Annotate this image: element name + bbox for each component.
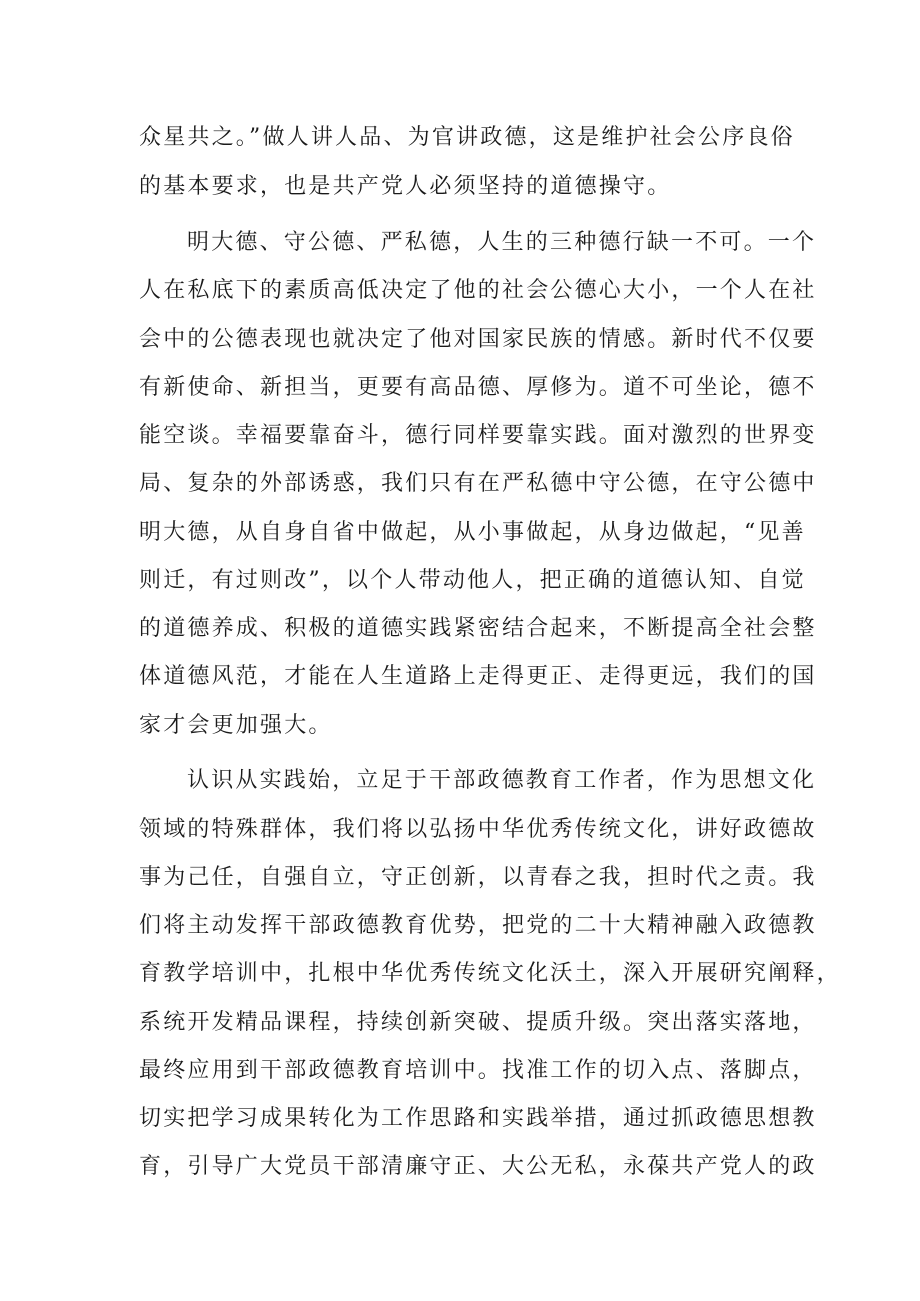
text-line: 体道德风范，才能在人生道路上走得更正、走得更远，我们的国 xyxy=(139,664,817,689)
text-line: 的道德养成、积极的道德实践紧密结合起来，不断提高全社会整 xyxy=(139,616,817,641)
text-line: 局、复杂的外部诱惑，我们只有在严私德中守公德，在守公德中 xyxy=(139,471,817,496)
text-line: 育，引导广大党员干部清廉守正、大公无私，永葆共产党人的政 xyxy=(139,1154,817,1179)
text-line: 切实把学习成果转化为工作思路和实践举措，通过抓政德思想教 xyxy=(139,1106,817,1131)
text-line: 能空谈。幸福要靠奋斗，德行同样要靠实践。面对激烈的世界变 xyxy=(139,423,817,448)
text-line: 的基本要求，也是共产党人必须坚持的道德操守。 xyxy=(139,174,672,199)
text-line: 家才会更加强大。 xyxy=(139,713,333,738)
text-line: 事为己任，自强自立，守正创新，以青春之我，担时代之责。我 xyxy=(139,865,817,890)
text-line: 人在私底下的素质高低决定了他的社会公德心大小，一个人在社 xyxy=(139,278,817,303)
text-line: 有新使命、新担当，更要有高品德、厚修为。道不可坐论，德不 xyxy=(139,375,817,400)
text-line: 领域的特殊群体，我们将以弘扬中华优秀传统文化，讲好政德故 xyxy=(139,817,817,842)
text-line: 众星共之。”做人讲人品、为官讲政德，这是维护社会公序良俗 xyxy=(139,125,795,150)
text-line: 则迁，有过则改”，以个人带动他人，把正确的道德认知、自觉 xyxy=(139,568,806,593)
text-line: 明大德，从自身自省中做起，从小事做起，从身边做起，“见善 xyxy=(139,520,806,545)
paragraph-first-line: 认识从实践始，立足于干部政德教育工作者，作为思想文化 xyxy=(187,768,817,793)
text-line: 们将主动发挥干部政德教育优势，把党的二十大精神融入政德教 xyxy=(139,913,817,938)
paragraph-first-line: 明大德、守公德、严私德，人生的三种德行缺一不可。一个 xyxy=(187,230,817,255)
text-line: 系统开发精品课程，持续创新突破、提质升级。突出落实落地， xyxy=(139,1010,817,1035)
text-line: 育教学培训中，扎根中华优秀传统文化沃土，深入开展研究阐释， xyxy=(139,961,841,986)
text-line: 会中的公德表现也就决定了他对国家民族的情感。新时代不仅要 xyxy=(139,327,817,352)
text-line: 最终应用到干部政德教育培训中。找准工作的切入点、落脚点， xyxy=(139,1058,817,1083)
